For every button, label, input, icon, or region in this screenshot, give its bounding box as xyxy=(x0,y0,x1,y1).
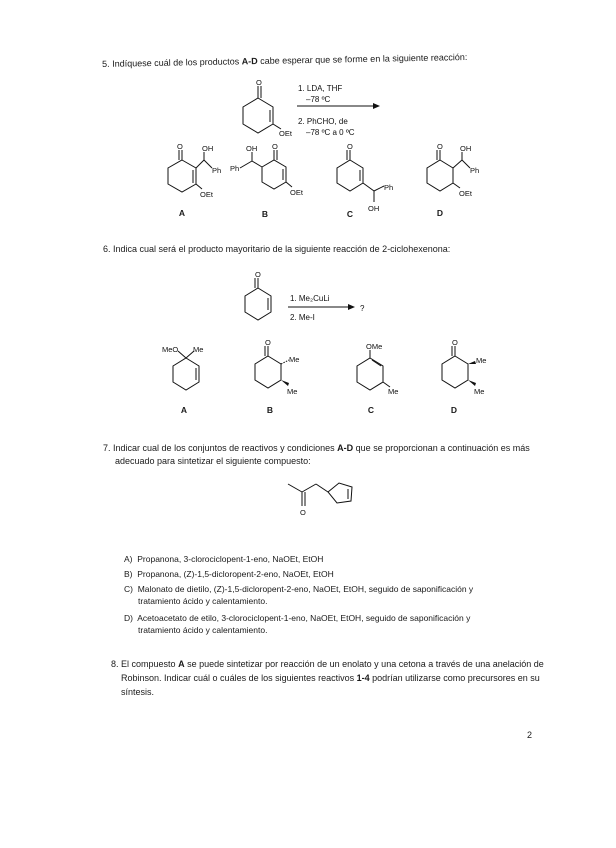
page-number: 2 xyxy=(526,730,532,740)
svg-text:O: O xyxy=(272,142,278,151)
q6-label-C: C xyxy=(367,405,375,415)
q5-label-A: A xyxy=(178,208,186,218)
q6-label-A: A xyxy=(180,405,188,415)
q7-option-D: D) Acetoacetato de etilo, 3-clorociclopent-1-eno, NaOEt, EtOH, seguido de saponificación y tratamiento ácido y calentamiento. xyxy=(124,613,471,635)
q5-product-B xyxy=(230,142,317,206)
svg-text:OH: OH xyxy=(460,144,472,153)
q5-product-C xyxy=(330,142,405,216)
svg-text:?: ? xyxy=(360,304,365,313)
q7-option-C: C) Malonato de dietilo, (Z)-1,5-dicloropent-2-eno, NaOEt, EtOH, seguido de saponificación y tratamiento ácido y calentamiento. xyxy=(124,584,474,606)
q5-label-D: D xyxy=(436,208,444,218)
svg-text:Ph: Ph xyxy=(470,166,480,175)
svg-text:OEt: OEt xyxy=(290,188,303,197)
svg-text:2. Me-I: 2. Me-I xyxy=(290,313,315,322)
q6-starting-material xyxy=(238,270,388,330)
q5-product-D xyxy=(420,142,490,206)
svg-text:O: O xyxy=(347,142,353,151)
svg-text:Ph: Ph xyxy=(212,166,222,175)
svg-text:OEt: OEt xyxy=(459,189,472,198)
q6-product-C xyxy=(350,342,410,402)
svg-text:OH: OH xyxy=(368,204,380,213)
question-8-text: 8. El compuesto A se puede sintetizar por reacción de un enolato y una cetona a través de una anelación de Robinson. Indicar cuál o cuáles de los siguientes reactivos 1-4 podrían utilizarse como precursores en su síntesis. xyxy=(111,659,544,697)
svg-text:OH: OH xyxy=(202,144,214,153)
svg-text:OH: OH xyxy=(246,144,258,153)
svg-text:Me: Me xyxy=(476,356,487,365)
svg-text:O: O xyxy=(300,508,306,517)
svg-text:Me: Me xyxy=(287,387,298,396)
question-5-text: 5. Indíquese cuál de los productos A-D cabe esperar que se forme en la siguiente reacción: xyxy=(102,51,468,69)
q6-product-B xyxy=(248,338,308,402)
q6-label-B: B xyxy=(266,405,274,415)
svg-text:O: O xyxy=(256,78,262,87)
svg-text:O: O xyxy=(265,338,271,347)
svg-text:O: O xyxy=(437,142,443,151)
svg-text:Me: Me xyxy=(388,387,399,396)
svg-text:2. PhCHO, de: 2. PhCHO, de xyxy=(298,117,348,126)
svg-text:–78 ºC a 0 ºC: –78 ºC a 0 ºC xyxy=(306,128,355,137)
q6-product-D xyxy=(435,338,495,402)
svg-text:–78 ºC: –78 ºC xyxy=(306,95,331,104)
svg-text:Ph: Ph xyxy=(384,183,394,192)
q7-option-B: B) Propanona, (Z)-1,5-dicloropent-2-eno, NaOEt, EtOH xyxy=(124,569,334,579)
q5-reagents xyxy=(298,82,388,142)
svg-text:O: O xyxy=(177,142,183,151)
q6-label-D: D xyxy=(450,405,458,415)
q7-target-compound xyxy=(282,470,372,520)
svg-text:OEt: OEt xyxy=(200,190,213,199)
svg-text:O: O xyxy=(255,270,261,279)
svg-text:1. LDA, THF: 1. LDA, THF xyxy=(298,84,343,93)
q5-label-C: C xyxy=(346,209,354,219)
question-6-text: 6. Indica cual será el producto mayoritario de la siguiente reacción de 2-ciclohexenona: xyxy=(103,244,451,254)
q6-product-A xyxy=(160,344,220,404)
svg-text:OEt: OEt xyxy=(279,129,292,138)
svg-text:Me: Me xyxy=(289,355,300,364)
q5-label-B: B xyxy=(261,209,269,219)
svg-text:Ph: Ph xyxy=(230,164,240,173)
question-7-text: 7. Indicar cual de los conjuntos de reactivos y condiciones A-D que se proporcionan a continuación es más adecuado para sintetizar el siguiente compuesto: xyxy=(103,443,530,466)
svg-text:OMe: OMe xyxy=(366,342,383,351)
svg-text:O: O xyxy=(452,338,458,347)
q5-product-A xyxy=(160,142,230,206)
svg-text:Me: Me xyxy=(193,345,204,354)
q7-option-A: A) Propanona, 3-clorociclopent-1-eno, NaOEt, EtOH xyxy=(124,554,324,564)
svg-text:MeO: MeO xyxy=(162,345,179,354)
svg-text:1. Me₂CuLi: 1. Me₂CuLi xyxy=(290,294,330,303)
svg-text:Me: Me xyxy=(474,387,485,396)
